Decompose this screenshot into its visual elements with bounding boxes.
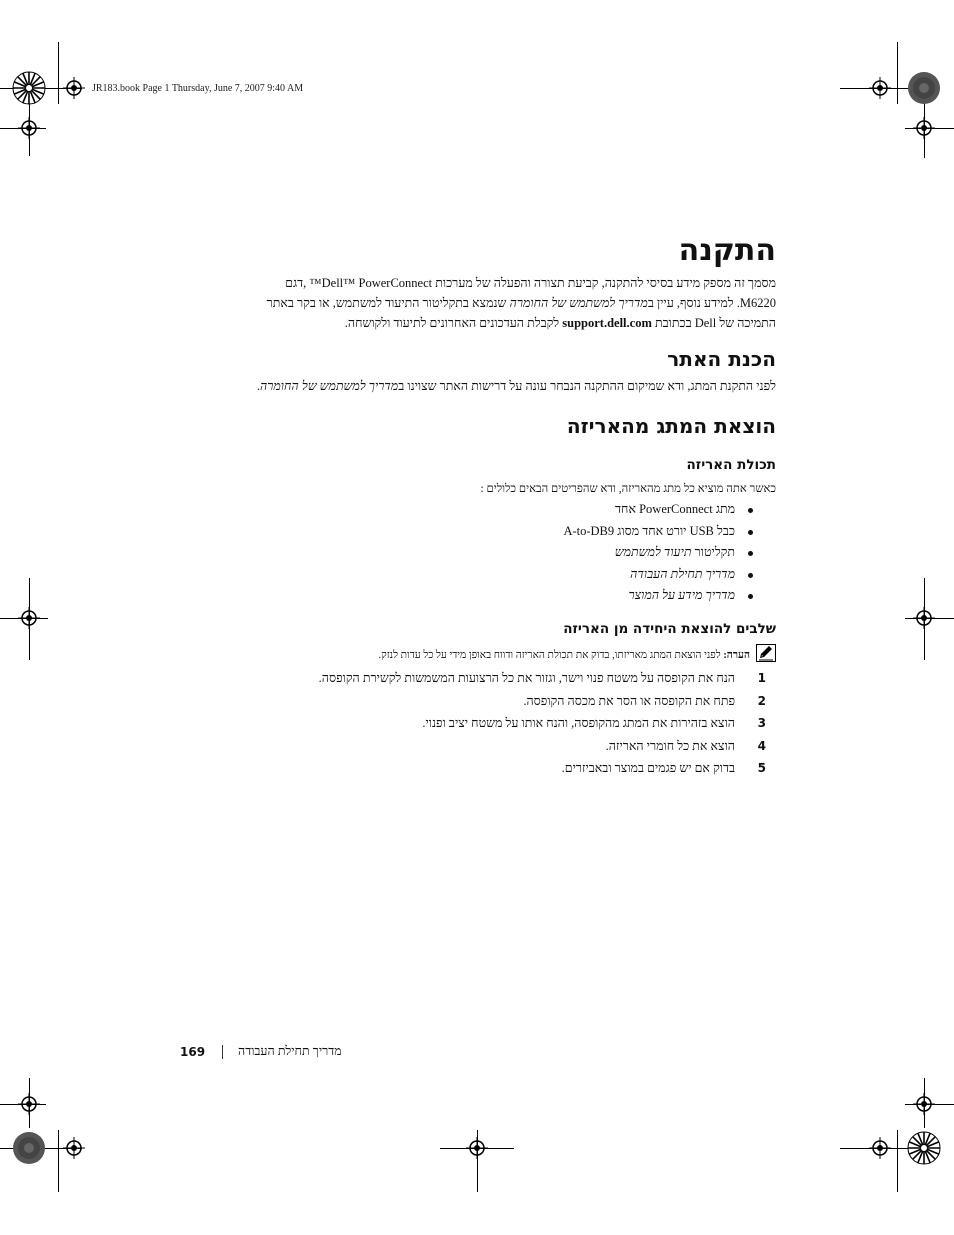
subheading-package-contents: תכולת האריזה xyxy=(686,457,776,473)
starburst-target-icon xyxy=(12,1131,46,1165)
crosshair-registration-icon xyxy=(869,77,891,99)
intro-paragraph xyxy=(190,273,776,333)
crosshair-registration-icon xyxy=(913,1093,935,1115)
subheading-unpacking-steps: שלבים להוצאת היחידה מן האריזה xyxy=(563,621,776,637)
footer-divider xyxy=(222,1045,223,1059)
step-item: 3 הוצא בזהירות את המתג מהקופסה, והנח אותו על משטח יציב ופנוי. xyxy=(422,716,766,731)
crosshair-registration-icon xyxy=(869,1137,891,1159)
section-heading-unpacking: הוצאת המתג מהאריזה xyxy=(566,414,776,438)
starburst-target-icon xyxy=(907,71,941,105)
crosshair-registration-icon xyxy=(913,117,935,139)
crosshair-registration-icon xyxy=(63,1137,85,1159)
list-item: מדריך מידע על המוצר xyxy=(190,585,776,607)
bullet-icon xyxy=(748,530,753,535)
intro-line: מסמך זה מספק מידע בסיסי להתקנה, קביעת תצורה והפעלה של מערכות Dell™ PowerConnect™ ,דגם xyxy=(285,276,776,290)
site-prep-paragraph xyxy=(190,376,776,396)
bullet-icon xyxy=(748,551,753,556)
note-label: הערה: xyxy=(723,650,750,661)
page-title: התקנה xyxy=(678,233,776,268)
crop-mark xyxy=(58,1130,59,1192)
support-link[interactable]: support.dell.com xyxy=(562,316,652,330)
intro-text: שנמצא בתקליטור התיעוד למשתמש, או בקר באתר xyxy=(266,296,510,310)
intro-line xyxy=(190,293,776,313)
crop-mark xyxy=(897,42,898,104)
package-contents-list xyxy=(190,499,776,607)
crosshair-registration-icon xyxy=(18,117,40,139)
footer-title: מדריך תחילת העבודה xyxy=(238,1044,342,1058)
step-item: 1 הנח את הקופסה על משטח פנוי וישר, וגזור את כל הרצועות המשמשות לקשירת הקופסה. xyxy=(318,671,766,685)
starburst-target-icon xyxy=(907,1131,941,1165)
intro-text: התמיכה של Dell בכתובת xyxy=(651,316,776,330)
crop-mark xyxy=(897,1130,898,1192)
step-item: 5 בדוק אם יש פגמים במוצר ובאביזרים. xyxy=(561,761,766,776)
intro-text: M6220. למידע נוסף, עיין ב xyxy=(647,296,776,310)
intro-text: לקבלת העדכונים האחרונים לתיעוד ולקושחה. xyxy=(344,316,563,330)
crop-mark xyxy=(58,42,59,104)
list-item: כבל USB יורט אחד מסוג A-to-DB9 xyxy=(190,521,776,543)
unpacking-steps-list xyxy=(190,667,776,780)
list-item: מדריך תחילת העבודה xyxy=(190,564,776,586)
bullet-icon xyxy=(748,573,753,578)
crosshair-registration-icon xyxy=(18,607,40,629)
note-text: הערה: לפני הוצאת המתג מאריזתו, בדוק את תכולת האריזה ודווח באופן מידי על כל עדות לנזק. xyxy=(378,650,750,661)
bullet-icon xyxy=(748,594,753,599)
site-prep-text: לפני התקנת המתג, ודא שמיקום ההתקנה הנבחר עונה על דרישות האתר שצוינו ב xyxy=(398,379,776,393)
crosshair-registration-icon xyxy=(18,1093,40,1115)
crosshair-registration-icon xyxy=(913,607,935,629)
starburst-target-icon xyxy=(12,71,46,105)
section-heading-site-prep: הכנת האתר xyxy=(667,347,776,371)
hardware-guide-reference: מדריך למשתמש של החומרה xyxy=(259,379,399,393)
list-item: תקליטור תיעוד למשתמש xyxy=(190,542,776,564)
page-number: 169 xyxy=(180,1045,206,1059)
hardware-guide-reference: מדריך למשתמש של החומרה xyxy=(509,296,648,310)
bullet-icon xyxy=(748,508,753,513)
book-slug: JR183.book Page 1 Thursday, June 7, 2007 9:40 AM xyxy=(92,83,304,94)
site-prep-text: . xyxy=(256,379,260,393)
crosshair-registration-icon xyxy=(466,1137,488,1159)
step-item: 4 הוצא את כל חומרי האריזה. xyxy=(605,738,766,753)
package-contents-intro: כאשר אתה מוציא כל מתג מהאריזה, ודא שהפריטים הבאים כלולים : xyxy=(480,483,776,495)
crosshair-registration-icon xyxy=(63,77,85,99)
intro-line xyxy=(190,313,776,333)
list-item: מתג PowerConnect אחד xyxy=(190,499,776,521)
note-pencil-icon xyxy=(756,644,776,662)
step-item: 2 פתח את הקופסה או הסר את מכסה הקופסה. xyxy=(523,693,766,708)
